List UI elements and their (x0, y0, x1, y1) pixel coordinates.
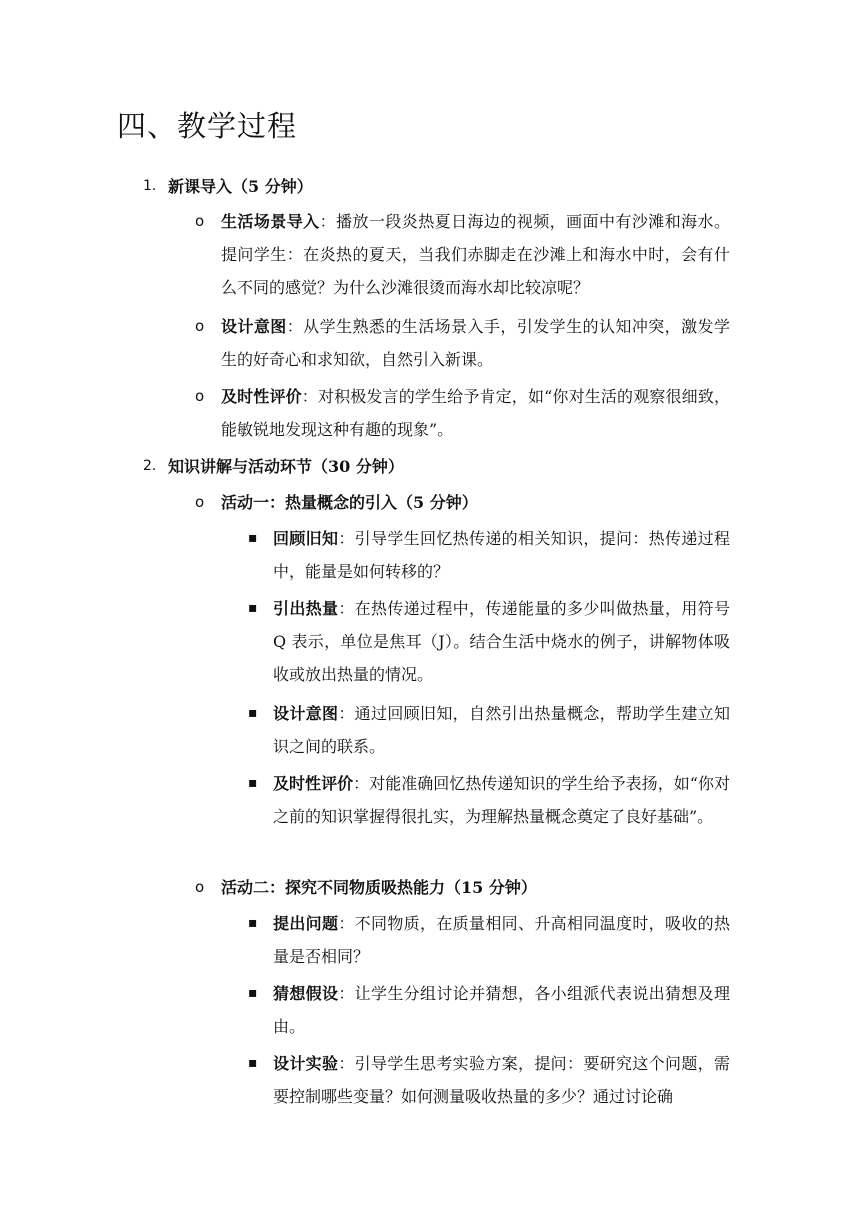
list-item (221, 310, 730, 376)
item-text: ：不同物质，在质量相同、升高相同温度时，吸收的热量是否相同？ (273, 914, 730, 966)
item-label: 设计意图 (273, 704, 339, 723)
item-label: 提出问题 (273, 914, 339, 933)
list-item (273, 522, 730, 588)
bullet-marker: ▪ (248, 775, 258, 791)
list-marker: o (195, 878, 205, 896)
list-marker: o (195, 493, 205, 511)
item-text: ：对能准确回忆热传递知识的学生给予表扬，如“你对之前的知识掌握得很扎实，为理解热量概念奠定了良好基础”。 (273, 774, 730, 826)
list-marker: 2. (143, 458, 157, 474)
bullet-marker: ▪ (248, 600, 258, 616)
item-label: 引出热量 (273, 599, 339, 618)
bullet-marker: ▪ (248, 705, 258, 721)
item-text: ：播放一段炎热夏日海边的视频，画面中有沙滩和海水。提问学生：在炎热的夏天，当我们赤脚走在沙滩上和海水中时，会有什么不同的感觉？为什么沙滩很烫而海水却比较凉呢？ (221, 212, 730, 297)
item-label: 猜想假设 (273, 984, 339, 1003)
list-marker: o (195, 317, 205, 335)
list-item (273, 697, 730, 763)
list-item (221, 205, 730, 304)
item-text: ：让学生分组讨论并猜想，各小组派代表说出猜想及理由。 (273, 984, 730, 1036)
list-marker: 1. (143, 178, 157, 194)
list-marker: o (195, 387, 205, 405)
list-item (273, 907, 730, 973)
item-label: 回顾旧知 (273, 529, 339, 548)
bullet-marker: ▪ (248, 985, 258, 1001)
list-item: 活动二：探究不同物质吸热能力（15 分钟） (221, 878, 537, 897)
item-label: 设计意图 (221, 317, 287, 336)
list-item: 新课导入（5 分钟） (168, 177, 313, 196)
item-label: 及时性评价 (273, 774, 354, 793)
item-text: ：引导学生回忆热传递的相关知识，提问：热传递过程中，能量是如何转移的？ (273, 529, 730, 581)
list-item (273, 767, 730, 833)
section-title: 四、教学过程 (117, 109, 298, 143)
list-item (221, 380, 730, 446)
list-marker: o (195, 212, 205, 230)
item-text: ：通过回顾旧知，自然引出热量概念，帮助学生建立知识之间的联系。 (273, 704, 730, 756)
list-item: 知识讲解与活动环节（30 分钟） (168, 457, 404, 476)
list-item (273, 1047, 730, 1113)
item-text: ：引导学生思考实验方案，提问：要研究这个问题，需要控制哪些变量？如何测量吸收热量的多少？通过讨论确 (273, 1054, 730, 1106)
bullet-marker: ▪ (248, 530, 258, 546)
item-text: ：对积极发言的学生给予肯定，如“你对生活的观察很细致，能敏锐地发现这种有趣的现象”。 (221, 387, 730, 439)
item-label: 生活场景导入 (221, 212, 320, 231)
list-item (273, 592, 730, 691)
bullet-marker: ▪ (248, 1055, 258, 1071)
bullet-marker: ▪ (248, 915, 258, 931)
item-text: ：在热传递过程中，传递能量的多少叫做热量，用符号 Q 表示，单位是焦耳（J）。结合生活中烧水的例子，讲解物体吸收或放出热量的情况。 (273, 599, 730, 684)
item-label: 设计实验 (273, 1054, 339, 1073)
list-item: 活动一：热量概念的引入（5 分钟） (221, 493, 478, 512)
list-item (273, 977, 730, 1043)
item-text: ：从学生熟悉的生活场景入手，引发学生的认知冲突，激发学生的好奇心和求知欲，自然引入新课。 (221, 317, 730, 369)
item-label: 及时性评价 (221, 387, 302, 406)
